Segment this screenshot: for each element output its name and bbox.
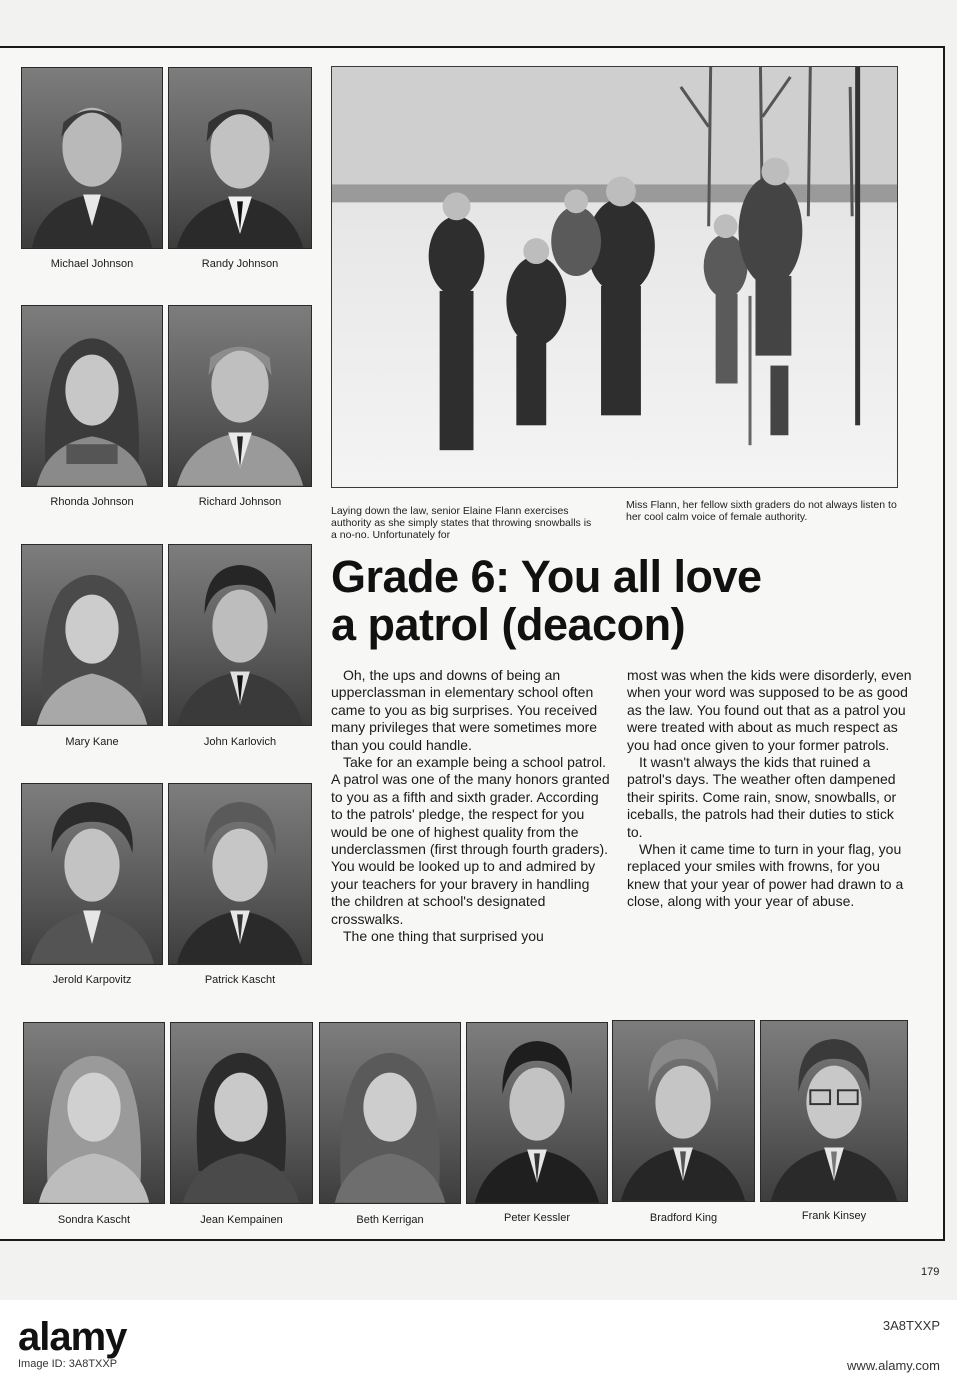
portrait-name: Randy Johnson <box>201 258 279 270</box>
article-paragraph: most was when the kids were disorderly, even when your word was supposed to be as good as the law. You found out that as a patrol you were treated with about as much respect as you had once given to your former patrols. <box>627 667 912 753</box>
article-paragraph: It wasn't always the kids that ruined a patrol's days. The weather often dampened their spirits. Come rain, snow, snowballs, or iceballs, the patrols had their duties to stick to. <box>627 754 897 840</box>
portrait-name: Jean Kempainen <box>200 1214 283 1226</box>
headline-line-1: Grade 6: You all love <box>331 551 762 602</box>
article-paragraph: Oh, the ups and downs of being an upperclassman in elementary school often came to you as big surprises. You received many privileges that were sometimes more than you could handle. <box>331 667 598 753</box>
portrait-name: Mary Kane <box>65 736 119 748</box>
article-paragraph: When it came time to turn in your flag, you replaced your smiles with frowns, for you knew that your year of power had drawn to a close, along with your year of abuse. <box>627 841 904 910</box>
portrait-name: Patrick Kascht <box>204 974 276 986</box>
portrait-photo <box>23 1022 165 1204</box>
portrait-photo <box>168 67 312 249</box>
alamy-url[interactable]: www.alamy.com <box>847 1358 940 1373</box>
portrait-photo <box>170 1022 313 1204</box>
portrait-photo <box>168 305 312 487</box>
portrait-photo <box>168 544 312 726</box>
portrait-name: Richard Johnson <box>198 496 282 508</box>
portrait-name: Rhonda Johnson <box>50 496 134 508</box>
watermark-footer <box>0 1300 957 1390</box>
photo-caption-right: Miss Flann, her fellow sixth graders do not always listen to her cool calm voice of female authority. <box>626 499 897 523</box>
article-paragraph: The one thing that surprised you <box>343 928 544 945</box>
portrait-photo <box>466 1022 608 1204</box>
article-headline <box>331 553 911 649</box>
portrait-photo <box>760 1020 908 1202</box>
portrait-photo <box>21 67 163 249</box>
snowball-photo <box>331 66 898 488</box>
portrait-name: Frank Kinsey <box>801 1210 867 1222</box>
portrait-name: Jerold Karpovitz <box>52 974 132 986</box>
article-column-1 <box>331 667 610 946</box>
portrait-name: Peter Kessler <box>503 1212 571 1224</box>
portrait-photo <box>612 1020 755 1202</box>
portrait-photo <box>21 544 163 726</box>
image-id: 3A8TXXP <box>882 1318 940 1333</box>
image-id-label: Image ID: 3A8TXXP <box>18 1358 118 1370</box>
article-paragraph: Take for an example being a school patrol. A patrol was one of the many honors granted to you as a fifth and sixth grader. According to the patrols' pledge, the respect for you would be one of highest quality from the underclassmen (first through fourth graders). You would be looked up to and admired by your teachers for your bravery in handling the children at school's designated crosswalks. <box>331 754 610 927</box>
portrait-photo <box>319 1022 461 1204</box>
portrait-photo <box>21 305 163 487</box>
portrait-name: Michael Johnson <box>50 258 134 270</box>
portrait-name: John Karlovich <box>203 736 277 748</box>
alamy-logo: alamy <box>18 1315 127 1359</box>
article-column-2 <box>627 667 912 911</box>
portrait-name: Beth Kerrigan <box>356 1214 424 1226</box>
portrait-photo <box>168 783 312 965</box>
headline-line-2: a patrol (deacon) <box>331 599 686 650</box>
portrait-name: Sondra Kascht <box>57 1214 131 1226</box>
portrait-photo <box>21 783 163 965</box>
page-number: 179 <box>921 1266 940 1278</box>
portrait-name: Bradford King <box>649 1212 718 1224</box>
photo-caption-left: Laying down the law, senior Elaine Flann exercises authority as she simply states that throwing snowballs is a no-no. Unfortunately for <box>331 505 592 541</box>
